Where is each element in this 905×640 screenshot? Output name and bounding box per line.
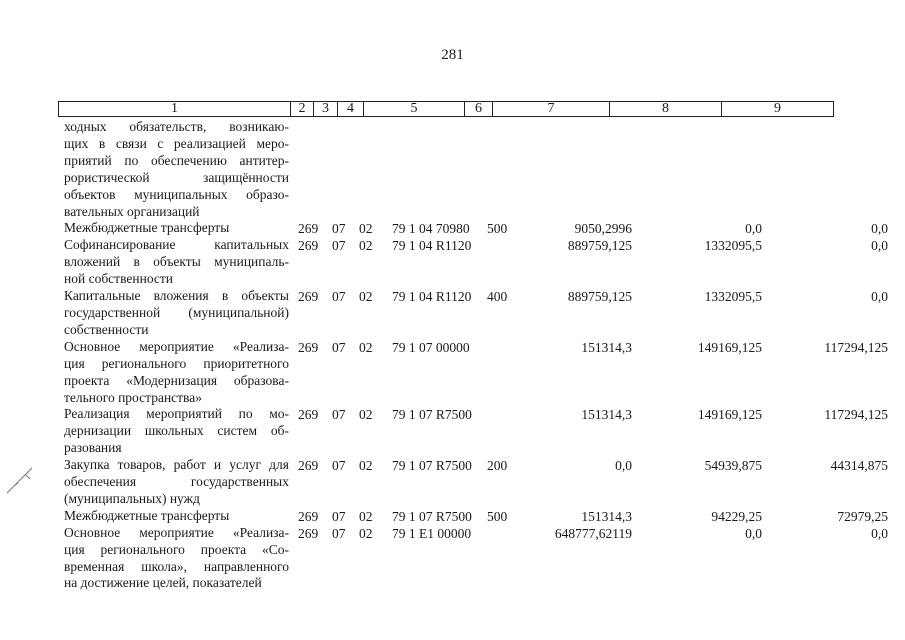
cell-col-3: 07 <box>332 289 346 305</box>
table-row <box>64 406 888 457</box>
row-description <box>64 406 289 457</box>
description-line: дернизации школьных систем об- <box>64 423 289 439</box>
description-line: приятий по обеспечению антитер- <box>64 152 289 168</box>
cell-col-3: 07 <box>332 458 346 474</box>
table-row <box>64 220 888 237</box>
cell-col-2: 269 <box>298 525 319 541</box>
row-description <box>64 220 289 237</box>
row-description <box>64 508 289 525</box>
row-description <box>64 339 289 407</box>
description-line: Основное мероприятие «Реализа- <box>64 524 289 540</box>
cell-col-2: 269 <box>298 221 319 237</box>
description-line: объектов муниципальных образо- <box>64 186 289 202</box>
description-line: Закупка товаров, работ и услуг для <box>64 457 289 473</box>
cell-col-5: 79 1 07 00000 <box>392 339 470 355</box>
cell-col-7: 0,0 <box>615 458 632 474</box>
description-line: щих в связи с реализацией меро- <box>64 135 289 151</box>
cell-col-4: 02 <box>359 458 373 474</box>
header-col-8: 8 <box>610 102 722 116</box>
cell-col-5: 79 1 04 R1120 <box>392 289 472 305</box>
cell-col-7: 151314,3 <box>581 508 632 524</box>
description-line: ходных обязательств, возникаю- <box>64 119 289 134</box>
cell-col-8: 149169,125 <box>697 339 762 355</box>
cell-col-4: 02 <box>359 407 373 423</box>
description-line: обеспечения государственных <box>64 474 289 490</box>
description-line: Софинансирование капитальных <box>64 237 289 253</box>
cell-col-8: 94229,25 <box>711 508 762 524</box>
cell-col-2: 269 <box>298 508 319 524</box>
cell-col-5: 79 1 07 R7500 <box>392 508 472 524</box>
page-number: 281 <box>441 47 464 63</box>
cell-col-9: 0,0 <box>871 221 888 237</box>
description-line: разования <box>64 440 122 456</box>
cell-col-9: 0,0 <box>871 525 888 541</box>
row-description <box>64 525 289 593</box>
description-line: ция регионального приоритетного <box>64 355 289 371</box>
header-col-5: 5 <box>364 102 465 116</box>
row-description <box>64 288 289 339</box>
description-line: проекта «Модернизация образова- <box>64 372 289 388</box>
description-line: Основное мероприятие «Реализа- <box>64 338 289 354</box>
table-header <box>58 101 834 117</box>
cell-col-4: 02 <box>359 339 373 355</box>
header-col-2: 2 <box>291 102 314 116</box>
description-line: тельного пространства» <box>64 389 202 405</box>
table-row <box>64 338 888 407</box>
cell-col-6: 200 <box>487 458 508 474</box>
cell-col-9: 0,0 <box>871 238 888 254</box>
cell-col-7: 889759,125 <box>567 289 632 305</box>
cell-col-9: 44314,875 <box>830 458 888 474</box>
cell-col-8: 149169,125 <box>697 407 762 423</box>
header-col-6: 6 <box>465 102 493 116</box>
pen-mark <box>4 466 34 496</box>
cell-col-9: 117294,125 <box>824 339 888 355</box>
table-row <box>64 237 888 288</box>
row-description <box>64 237 289 288</box>
cell-col-8: 1332095,5 <box>704 289 762 305</box>
cell-col-8: 1332095,5 <box>704 238 762 254</box>
cell-col-4: 02 <box>359 508 373 524</box>
cell-col-7: 648777,62119 <box>554 525 632 541</box>
description-line: ной собственности <box>64 271 174 287</box>
cell-col-5: 79 1 07 R7500 <box>392 407 472 423</box>
description-line: вательных организаций <box>64 203 200 219</box>
cell-col-7: 151314,3 <box>581 339 632 355</box>
description-line: Межбюджетные трансферты <box>64 220 230 236</box>
cell-col-6: 500 <box>487 221 508 237</box>
row-description <box>64 457 289 508</box>
cell-col-5: 79 1 04 R1120 <box>392 238 472 254</box>
description-line: временная школа», направленного <box>64 558 289 574</box>
header-col-9: 9 <box>774 101 781 116</box>
cell-col-3: 07 <box>332 508 346 524</box>
cell-col-9: 117294,125 <box>824 407 888 423</box>
description-line: (муниципальных) нужд <box>64 490 200 506</box>
header-col-1: 1 <box>59 102 291 116</box>
cell-col-9: 72979,25 <box>837 508 888 524</box>
cell-col-2: 269 <box>298 407 319 423</box>
description-line: Капитальные вложения в объекты <box>64 288 289 304</box>
cell-col-8: 0,0 <box>745 525 762 541</box>
description-line: Реализация мероприятий по мо- <box>64 406 289 422</box>
cell-col-6: 400 <box>487 289 508 305</box>
description-line: государственной (муниципальной) <box>64 304 289 320</box>
table-body <box>64 119 888 592</box>
header-col-4: 4 <box>338 102 364 116</box>
cell-col-4: 02 <box>359 525 373 541</box>
cell-col-3: 07 <box>332 525 346 541</box>
cell-col-6: 500 <box>487 508 508 524</box>
table-row <box>64 507 888 525</box>
table-row <box>64 288 888 339</box>
row-description <box>64 119 289 220</box>
header-col-7: 7 <box>493 102 610 116</box>
cell-col-2: 269 <box>298 289 319 305</box>
cell-col-3: 07 <box>332 407 346 423</box>
cell-col-8: 0,0 <box>745 221 762 237</box>
cell-col-3: 07 <box>332 339 346 355</box>
cell-col-3: 07 <box>332 238 346 254</box>
description-line: ция регионального проекта «Со- <box>64 541 289 557</box>
cell-col-2: 269 <box>298 458 319 474</box>
header-col-3: 3 <box>314 102 338 116</box>
table-row <box>64 119 844 220</box>
description-line: собственности <box>64 321 149 337</box>
table-row <box>64 524 888 593</box>
cell-col-2: 269 <box>298 339 319 355</box>
cell-col-5: 79 1 07 R7500 <box>392 458 472 474</box>
cell-col-7: 9050,2996 <box>574 221 632 237</box>
description-line: рористической защищённости <box>64 169 289 185</box>
cell-col-4: 02 <box>359 289 373 305</box>
cell-col-2: 269 <box>298 238 319 254</box>
description-line: на достижение целей, показателей <box>64 575 262 591</box>
cell-col-3: 07 <box>332 221 346 237</box>
description-line: вложений в объекты муниципаль- <box>64 254 289 270</box>
cell-col-7: 151314,3 <box>581 407 632 423</box>
cell-col-7: 889759,125 <box>567 238 632 254</box>
cell-col-5: 79 1 E1 00000 <box>392 525 472 541</box>
table-row <box>64 457 888 508</box>
cell-col-4: 02 <box>359 238 373 254</box>
cell-col-4: 02 <box>359 221 373 237</box>
cell-col-5: 79 1 04 70980 <box>392 221 470 237</box>
description-line: Межбюджетные трансферты <box>64 507 230 523</box>
cell-col-8: 54939,875 <box>704 458 762 474</box>
cell-col-9: 0,0 <box>871 289 888 305</box>
